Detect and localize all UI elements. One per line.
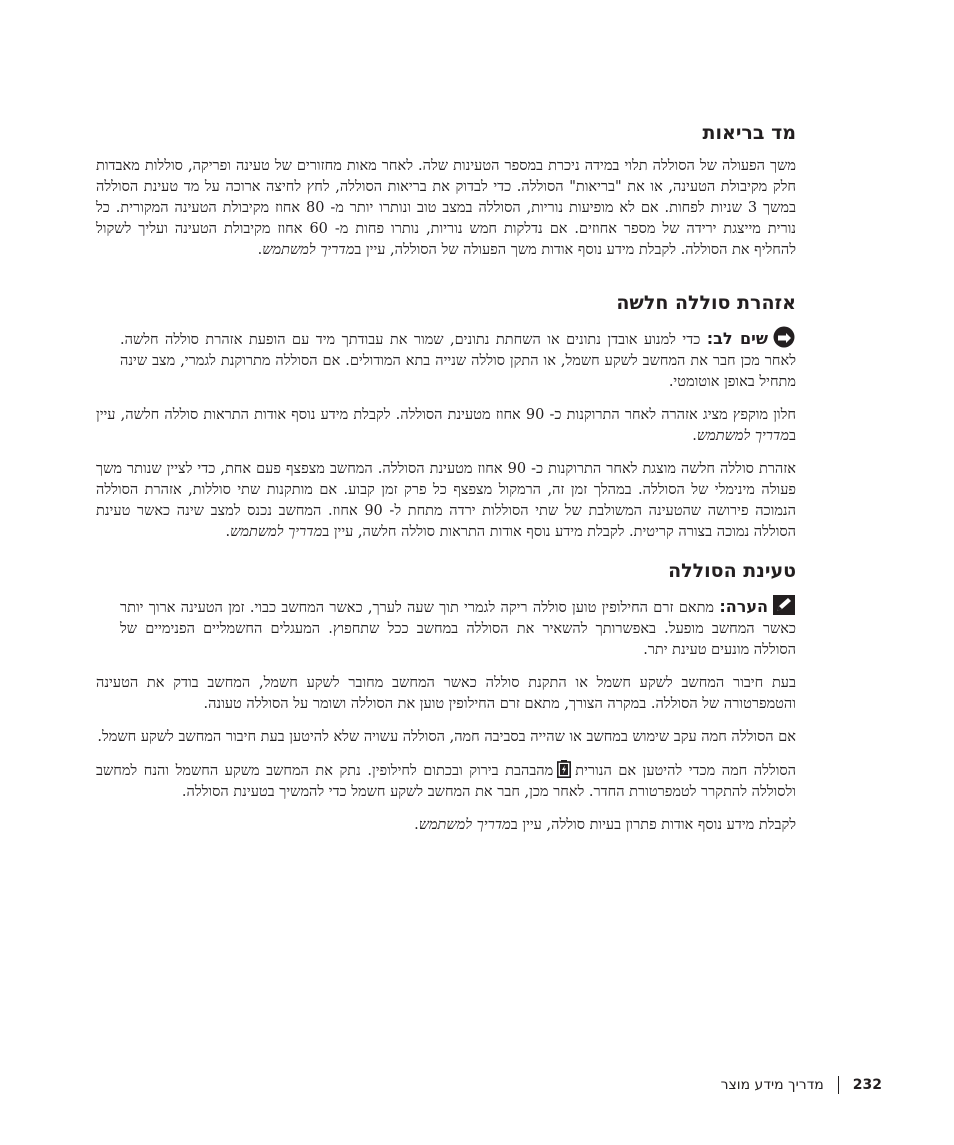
low-battery-paragraph-1: [96, 405, 796, 447]
charging-paragraph-1: בעת חיבור המחשב לשקע חשמל או התקנת סוללה כאשר המחשב מחובר לשקע חשמל, המחשב בודק את הטעינה והטמפרטורה של הסוללה. במקרה הצורך, מתאם זרם החילופין טוען את הסוללה ושומר על הסוללה טעונה.: [96, 675, 796, 712]
note-notice: [96, 594, 796, 661]
users-guide-reference: מדריך למשתמש: [262, 242, 355, 258]
health-paragraph: [96, 156, 796, 261]
low-battery-paragraph-2: [96, 459, 796, 543]
note-paragraph: [96, 594, 796, 661]
users-guide-reference: מדריך למשתמש: [696, 428, 789, 444]
caution-hand-icon: [772, 326, 796, 348]
footer-divider: [838, 1076, 839, 1094]
section-charging: [96, 558, 796, 848]
section-health-gauge: [96, 120, 796, 273]
section-heading-health: מד בריאות: [702, 122, 796, 144]
note-text: מתאם זרם החילופין טוען סוללה ריקה לגמרי תוך שעה לערך, כאשר המחשב כבוי. זמן הטעינה ארוך יותר כאשר המחשב מופעל. באפשרותך להשאיר את הסוללה במחשב ככל שתחפוץ. המעגלים החשמליים הפנימיים של הסוללה מונעים טעינת יתר.: [120, 600, 796, 658]
low-battery-text-1-end: .: [692, 428, 697, 444]
charging-paragraph-4: [96, 815, 796, 836]
charging-text-4-end: .: [414, 817, 419, 833]
note-pencil-icon: [772, 594, 796, 616]
footer-title: מדריך מידע מוצר: [720, 1077, 824, 1093]
charging-text-4: לקבלת מידע נוסף אודות פתרון בעיות סוללה, עיין ב: [510, 817, 796, 833]
page-footer: [721, 1076, 882, 1094]
health-text-end: .: [257, 242, 263, 258]
charging-paragraph-2: אם הסוללה חמה עקב שימוש במחשב או שהייה בסביבה חמה, הסוללה עשויה שלא להיטען בעת חיבור המחשב לשקע חשמל.: [97, 729, 796, 745]
note-label: הערה:: [719, 597, 768, 616]
battery-status-icon: [557, 760, 571, 778]
charging-text-3b: מהבהבת בירוק ובכתום לחילופין. נתק את המחשב משקע החשמל והנח למחשב ולסוללה להתקרר לטמפרטורת החדר. לאחר מכן, חבר את המחשב לשקע חשמל כדי להמשיך בטעינת הסוללה.: [96, 763, 796, 800]
page-number: 232: [852, 1077, 882, 1093]
low-battery-text-2: אזהרת סוללה חלשה מוצגת לאחר התרוקנות כ- 90 אחוז מטעינת הסוללה. המחשב מצפצף פעם אחת, כדי לציין שנותר משך פעולה מינימלי של הסוללה. במהלך זמן זה, הרמקול מצפצף כל פרק זמן קבוע. אם מותקנות שתי סוללות, אזהרת הסוללה הנמוכה פירושה שהטעינה המשולבת של שתי הסוללות ירדה מתחת ל- 90 אחוז. המחשב נכנס למצב שינה כאשר טעינת הסוללה נמוכה בצורה קריטית. לקבלת מידע נוסף אודות התראות סוללה חלשה, עיין ב: [96, 461, 796, 540]
caution-paragraph: [96, 326, 796, 393]
charging-paragraph-3: [96, 760, 796, 803]
section-heading-low-battery: אזהרת סוללה חלשה: [616, 292, 796, 314]
charging-text-3a: הסוללה חמה מכדי להיטען אם הנורית: [575, 763, 797, 779]
users-guide-reference: מדריך למשתמש: [230, 524, 323, 540]
caution-text: כדי למנוע אובדן נתונים או השחתת נתונים, שמור את עבודתך מיד עם הופעת אזהרת סוללה חלשה. לאחר מכן חבר את המחשב לשקע חשמל, או התקן סוללה שנייה בתא המודולים. אם הסוללה מתרוקנת לגמרי, מצב שינה מתחיל באופן אוטומטי.: [120, 332, 796, 390]
users-guide-reference: מדריך למשתמש: [418, 817, 511, 833]
health-text: משך הפעולה של הסוללה תלוי במידה ניכרת במספר הטעינות שלה. לאחר מאות מחזורים של טעינה ופריקה, סוללות מאבדות חלק מקיבולת הטעינה, או את "בריאות" הסוללה. כדי לבדוק את בריאות הסוללה, לחץ לחיצה ארוכה על מד טעינת הסוללה במשך 3 שניות לפחות. אם לא מופיעות נוריות, הסוללה במצב טוב ונותרו יותר מ- 80 אחוז מקיבולת הטעינה המקורית. כל נורית מייצגת ירידה של מספר אחוזים. אם נדלקות חמש נוריות, נותרו פחות מ- 60 אחוז מקיבולת הטעינה ועליך לשקול להחליף את הסוללה. לקבלת מידע נוסף אודות משך הפעולה של הסוללה, עיין ב: [96, 158, 797, 258]
low-battery-text-1: חלון מוקפץ מציג אזהרה לאחר התרוקנות כ- 90 אחוז מטעינת הסוללה. לקבלת מידע נוסף אודות התראות סוללה חלשה, עיין ב: [96, 407, 796, 444]
caution-notice: [96, 326, 796, 393]
section-heading-charging: טעינת הסוללה: [668, 560, 796, 582]
section-low-battery: [96, 290, 796, 555]
low-battery-text-2-end: .: [225, 524, 231, 540]
caution-label: שים לב:: [706, 329, 768, 348]
